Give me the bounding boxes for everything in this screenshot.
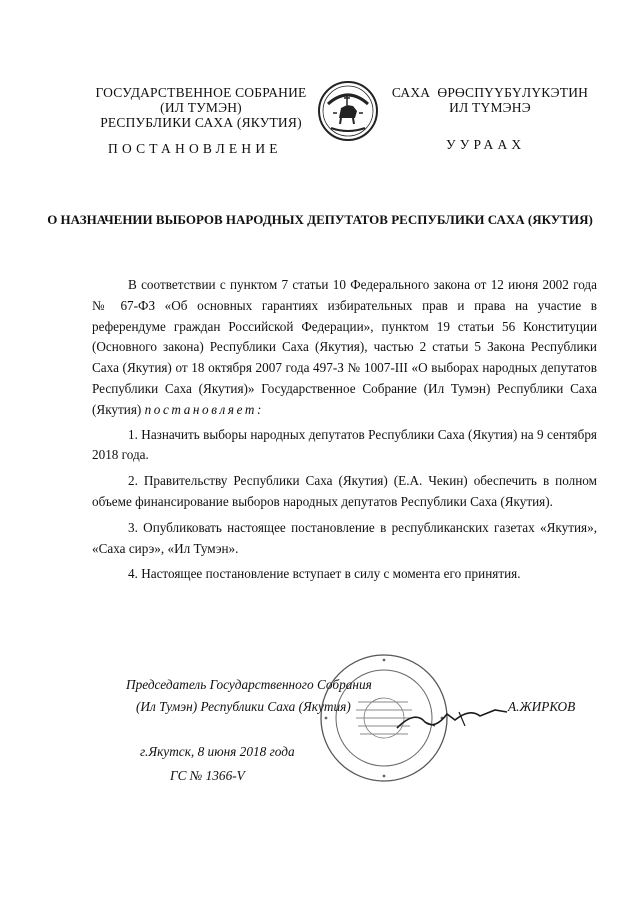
header-left-line1: ГОСУДАРСТВЕННОЕ СОБРАНИЕ [95, 85, 307, 100]
resolution-item: 2. Правительству Республики Саха (Якутия) (Е.А. Чекин) обеспечить в полном объеме финансирование выборов народных депутатов Республики Саха (Якутия). [92, 473, 597, 509]
handwritten-signature-icon [395, 700, 510, 735]
preamble-paragraph [92, 275, 597, 421]
doc-type-ru: ПОСТАНОВЛЕНИЕ [108, 141, 282, 156]
document-number: ГС № 1366-V [170, 768, 245, 783]
resolution-item: 1. Назначить выборы народных депутатов Республики Саха (Якутия) на 9 сентября 2018 года. [92, 426, 597, 463]
resolution-item: 4. Настоящее постановление вступает в силу с момента его принятия. [128, 566, 521, 582]
header-right-line2: ИЛ ТҮМЭНЭ [449, 100, 531, 115]
doc-type-sah: УУРААХ [446, 137, 526, 152]
document-title: О НАЗНАЧЕНИИ ВЫБОРОВ НАРОДНЫХ ДЕПУТАТОВ РЕСПУБЛИКИ САХА (ЯКУТИЯ) [47, 212, 593, 227]
signatory-name: А.ЖИРКОВ [508, 699, 576, 714]
coat-of-arms-icon [317, 80, 379, 142]
place-and-date: г.Якутск, 8 июня 2018 года [140, 744, 295, 759]
signatory-position-line2: (Ил Тумэн) Республики Саха (Якутия) [136, 699, 351, 714]
document-body [92, 275, 597, 590]
header-right-block [385, 85, 595, 115]
resolution-item: 3. Опубликовать настоящее постановление в республиканских газетах «Якутия», «Саха сирэ», «Ил Тумэн». [92, 519, 597, 556]
header-left-line2: (ИЛ ТУМЭН) [160, 100, 242, 115]
header-left-line3: РЕСПУБЛИКИ САХА (ЯКУТИЯ) [100, 115, 302, 130]
preamble-text: В соответствии с пунктом 7 статьи 10 Федерального закона от 12 июня 2002 года № 67-ФЗ «Об основных гарантиях избирательных прав и права на участие в референдуме граждан Российской Федерации», пунктом 19 статьи 56 Конституции (Основного закона) Республики Саха (Якутия), частью 2 статьи 5 Закона Республики Саха (Якутия) от 18 октября 2007 года 497-З № 1007-III «О выборах народных депутатов Республики Саха (Якутия)» Государственное Собрание (Ил Тумэн) Республики Саха (Якутия) [92, 277, 597, 417]
resolution-items [92, 425, 597, 586]
header-right-line1: САХА ӨРӨСПҮҮБҮЛҮКЭТИН [391, 85, 589, 100]
signatory-position-line1: Председатель Государственного Собрания [126, 677, 372, 692]
resolves-word: постановляет: [144, 401, 265, 417]
header-left-block [92, 85, 310, 130]
